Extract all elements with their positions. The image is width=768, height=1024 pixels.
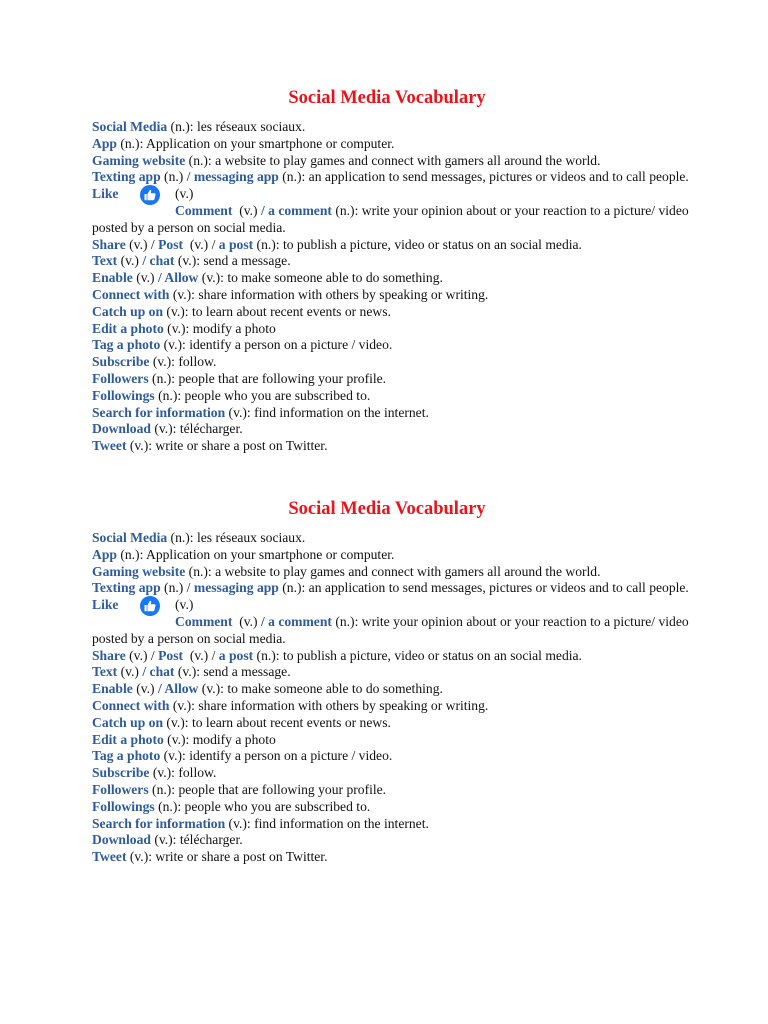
entry-texting-app	[92, 169, 692, 186]
entry-app	[92, 547, 692, 564]
term: Connect with	[92, 286, 170, 302]
entry-tag-a-photo	[92, 337, 692, 354]
entry-download	[92, 421, 692, 438]
term: / a comment	[260, 613, 332, 629]
term: Share	[92, 647, 126, 663]
entry-tweet	[92, 438, 692, 455]
term: Text	[92, 253, 118, 269]
definition: (n.): write your opinion about or your reaction to a picture/ video posted by a person on social media.	[92, 613, 689, 646]
entry-social-media	[92, 530, 692, 547]
definition: (v.): write or share a post on Twitter.	[126, 438, 328, 454]
entry-comment	[92, 614, 692, 648]
term: Download	[92, 832, 151, 848]
definition: (v.): télécharger.	[150, 832, 243, 848]
definition: (v.): modify a photo	[163, 320, 276, 336]
entry-followers	[92, 782, 692, 799]
term: Like	[92, 597, 119, 613]
term: Comment	[175, 202, 233, 218]
entry-text	[92, 253, 692, 270]
definition: (v.): share information with others by speaking or writing.	[169, 286, 489, 302]
term: messaging app	[193, 580, 279, 596]
term: Enable	[92, 270, 133, 286]
definition: (v.): to learn about recent events or news.	[163, 303, 391, 319]
definition: (n.): people who you are subscribed to.	[154, 387, 371, 403]
term: Comment	[175, 613, 233, 629]
term: App	[92, 546, 117, 562]
term: Subscribe	[92, 354, 150, 370]
definition: (n.): a website to play games and connect with gamers all around the world.	[185, 563, 601, 579]
definition: (v.): send a message.	[174, 664, 291, 680]
term: Search for information	[92, 404, 226, 420]
definition: (n.): to publish a picture, video or status on an social media.	[253, 236, 582, 252]
term: Like	[92, 186, 119, 202]
term: Followers	[92, 370, 149, 386]
entry-app	[92, 136, 692, 153]
definition: (v.): to learn about recent events or news.	[163, 714, 391, 730]
thumbs-up-icon	[140, 596, 160, 616]
definition: (v.): send a message.	[174, 253, 291, 269]
separator: (v.) /	[125, 236, 159, 252]
part-of-speech: (v.)	[175, 597, 194, 613]
definition: (v.): identify a person on a picture / video.	[160, 337, 393, 353]
term: App	[92, 135, 117, 151]
term: Share	[92, 236, 126, 252]
definition: (v.): to make someone able to do something.	[198, 681, 443, 697]
entry-subscribe	[92, 354, 692, 371]
separator: (n.) /	[160, 580, 194, 596]
term: Connect with	[92, 697, 170, 713]
term: Social Media	[92, 119, 168, 134]
term: / Allow	[157, 270, 199, 286]
term: Post	[158, 236, 184, 252]
term: Tweet	[92, 849, 127, 865]
term: Download	[92, 421, 151, 437]
definition: (v.): identify a person on a picture / video.	[160, 748, 393, 764]
entry-connect-with	[92, 287, 692, 304]
definition: (n.): write your opinion about or your reaction to a picture/ video posted by a person on social media.	[92, 202, 689, 235]
term: a post	[218, 647, 254, 663]
term: Tag a photo	[92, 748, 161, 764]
separator: (v.)	[232, 202, 261, 218]
entry-like	[92, 597, 692, 614]
separator: (v.)	[232, 613, 261, 629]
entry-text	[92, 664, 692, 681]
definition: (n.): Application on your smartphone or computer.	[116, 546, 395, 562]
term: Tweet	[92, 438, 127, 454]
definition: (v.): find information on the internet.	[225, 404, 429, 420]
term: / Allow	[157, 681, 199, 697]
entry-search-for-information	[92, 405, 692, 422]
definition: (n.): people that are following your profile.	[148, 781, 387, 797]
term: a post	[218, 236, 254, 252]
definition: (n.): people who you are subscribed to.	[154, 798, 371, 814]
definition: (v.): find information on the internet.	[225, 815, 429, 831]
term: Edit a photo	[92, 731, 164, 747]
term: Gaming website	[92, 152, 186, 168]
definition: (v.): follow.	[149, 765, 217, 781]
part-of-speech: (v.)	[175, 186, 194, 202]
entry-subscribe	[92, 765, 692, 782]
entry-followers	[92, 371, 692, 388]
term: Texting app	[92, 580, 161, 596]
definition: (v.): follow.	[149, 354, 217, 370]
term: Catch up on	[92, 714, 164, 730]
definition: (n.): people that are following your profile.	[148, 370, 387, 386]
definition: (n.): to publish a picture, video or status on an social media.	[253, 647, 582, 663]
entry-enable	[92, 681, 692, 698]
separator: (v.)	[117, 664, 143, 680]
definition: (v.): modify a photo	[163, 731, 276, 747]
term: Text	[92, 664, 118, 680]
term: Enable	[92, 681, 133, 697]
definition: (n.): les réseaux sociaux.	[167, 530, 306, 545]
term: Gaming website	[92, 563, 186, 579]
term: / chat	[142, 664, 175, 680]
entry-connect-with	[92, 698, 692, 715]
term: Followings	[92, 798, 155, 814]
entry-texting-app	[92, 580, 692, 597]
entry-edit-a-photo	[92, 321, 692, 338]
term: / chat	[142, 253, 175, 269]
thumbs-up-icon	[140, 185, 160, 205]
entry-social-media	[92, 119, 692, 136]
entry-tag-a-photo	[92, 748, 692, 765]
term: Edit a photo	[92, 320, 164, 336]
term: Followers	[92, 781, 149, 797]
separator: (v.) /	[125, 647, 159, 663]
entry-edit-a-photo	[92, 732, 692, 749]
term: Texting app	[92, 169, 161, 185]
definition: (v.): share information with others by speaking or writing.	[169, 697, 489, 713]
section-title: Social Media Vocabulary	[288, 499, 486, 519]
term: Followings	[92, 387, 155, 403]
entry-tweet	[92, 849, 692, 866]
term: Post	[158, 647, 184, 663]
definition: (n.): les réseaux sociaux.	[167, 119, 306, 134]
term: Catch up on	[92, 303, 164, 319]
separator: (v.)	[117, 253, 143, 269]
term: / a comment	[260, 202, 332, 218]
term: messaging app	[193, 169, 279, 185]
entry-share	[92, 237, 692, 254]
definition: (v.): write or share a post on Twitter.	[126, 849, 328, 865]
term: Subscribe	[92, 765, 150, 781]
definition: (n.): an application to send messages, pictures or videos and to call people.	[278, 580, 689, 596]
definition: (v.): télécharger.	[150, 421, 243, 437]
entry-share	[92, 648, 692, 665]
vocab-section-2	[92, 497, 692, 866]
vocab-section-1	[92, 86, 692, 455]
entry-catch-up-on	[92, 304, 692, 321]
term: Social Media	[92, 530, 168, 545]
separator: (v.)	[132, 270, 158, 286]
entry-enable	[92, 270, 692, 287]
entry-download	[92, 832, 692, 849]
separator: (n.) /	[160, 169, 194, 185]
separator: (v.) /	[183, 647, 219, 663]
separator: (v.)	[132, 681, 158, 697]
entry-followings	[92, 388, 692, 405]
entry-search-for-information	[92, 816, 692, 833]
term: Search for information	[92, 815, 226, 831]
term: Tag a photo	[92, 337, 161, 353]
entry-gaming-website	[92, 153, 692, 170]
entry-like	[92, 186, 692, 203]
entry-catch-up-on	[92, 715, 692, 732]
definition: (n.): Application on your smartphone or computer.	[116, 135, 395, 151]
definition: (n.): a website to play games and connect with gamers all around the world.	[185, 152, 601, 168]
definition: (v.): to make someone able to do something.	[198, 270, 443, 286]
entry-gaming-website	[92, 564, 692, 581]
separator: (v.) /	[183, 236, 219, 252]
entry-followings	[92, 799, 692, 816]
section-title: Social Media Vocabulary	[288, 88, 486, 108]
entry-comment	[92, 203, 692, 237]
definition: (n.): an application to send messages, pictures or videos and to call people.	[278, 169, 689, 185]
